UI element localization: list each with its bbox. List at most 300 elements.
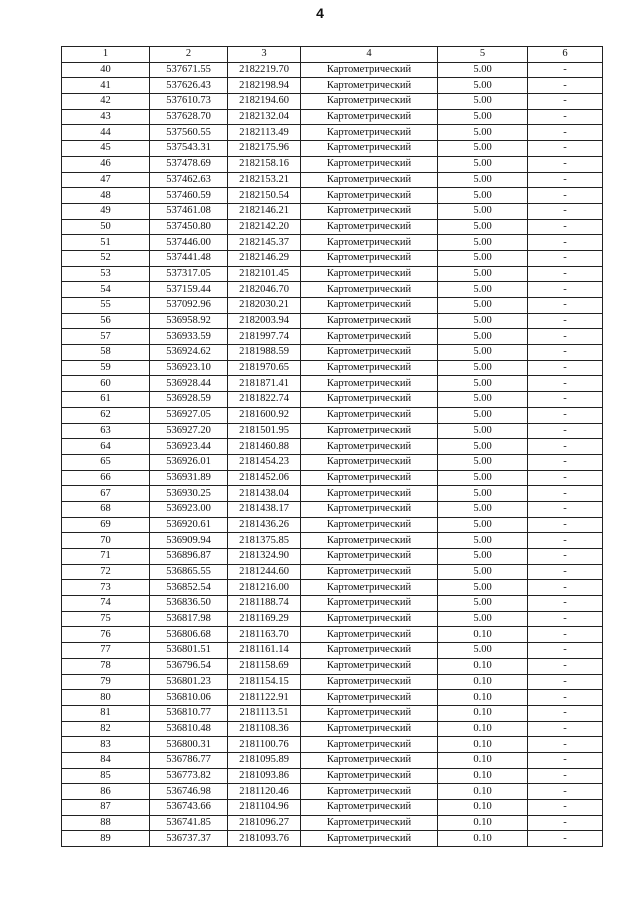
cell-x-coordinate: 536920.61 bbox=[150, 517, 228, 533]
cell-accuracy: 5.00 bbox=[438, 501, 528, 517]
cell-x-coordinate: 537460.59 bbox=[150, 188, 228, 204]
cell-accuracy: 0.10 bbox=[438, 768, 528, 784]
table-row bbox=[62, 533, 603, 549]
cell-accuracy: 5.00 bbox=[438, 596, 528, 612]
cell-note: - bbox=[528, 627, 603, 643]
cell-y-coordinate: 2182146.21 bbox=[228, 203, 301, 219]
cell-y-coordinate: 2182219.70 bbox=[228, 62, 301, 78]
cell-point-number: 51 bbox=[62, 235, 150, 251]
table-row bbox=[62, 800, 603, 816]
cell-y-coordinate: 2182046.70 bbox=[228, 282, 301, 298]
cell-x-coordinate: 537462.63 bbox=[150, 172, 228, 188]
table-row bbox=[62, 486, 603, 502]
cell-point-number: 55 bbox=[62, 298, 150, 314]
cell-method: Картометрический bbox=[301, 768, 438, 784]
cell-method: Картометрический bbox=[301, 423, 438, 439]
cell-accuracy: 0.10 bbox=[438, 784, 528, 800]
cell-point-number: 58 bbox=[62, 345, 150, 361]
cell-accuracy: 5.00 bbox=[438, 360, 528, 376]
cell-y-coordinate: 2181438.17 bbox=[228, 501, 301, 517]
cell-y-coordinate: 2181163.70 bbox=[228, 627, 301, 643]
cell-y-coordinate: 2181188.74 bbox=[228, 596, 301, 612]
cell-method: Картометрический bbox=[301, 643, 438, 659]
cell-accuracy: 5.00 bbox=[438, 203, 528, 219]
cell-x-coordinate: 536810.48 bbox=[150, 721, 228, 737]
cell-method: Картометрический bbox=[301, 596, 438, 612]
cell-method: Картометрический bbox=[301, 517, 438, 533]
table-row bbox=[62, 658, 603, 674]
cell-method: Картометрический bbox=[301, 109, 438, 125]
cell-point-number: 89 bbox=[62, 831, 150, 847]
table-row bbox=[62, 611, 603, 627]
cell-accuracy: 5.00 bbox=[438, 423, 528, 439]
cell-x-coordinate: 536801.23 bbox=[150, 674, 228, 690]
cell-x-coordinate: 536817.98 bbox=[150, 611, 228, 627]
table-row bbox=[62, 250, 603, 266]
cell-x-coordinate: 537626.43 bbox=[150, 78, 228, 94]
cell-method: Картометрический bbox=[301, 156, 438, 172]
cell-accuracy: 5.00 bbox=[438, 94, 528, 110]
cell-point-number: 79 bbox=[62, 674, 150, 690]
table-row bbox=[62, 549, 603, 565]
cell-x-coordinate: 536810.06 bbox=[150, 690, 228, 706]
cell-point-number: 61 bbox=[62, 392, 150, 408]
cell-x-coordinate: 536958.92 bbox=[150, 313, 228, 329]
cell-point-number: 47 bbox=[62, 172, 150, 188]
cell-note: - bbox=[528, 674, 603, 690]
cell-method: Картометрический bbox=[301, 141, 438, 157]
cell-point-number: 41 bbox=[62, 78, 150, 94]
cell-point-number: 88 bbox=[62, 815, 150, 831]
cell-y-coordinate: 2181095.89 bbox=[228, 752, 301, 768]
cell-point-number: 52 bbox=[62, 250, 150, 266]
cell-point-number: 59 bbox=[62, 360, 150, 376]
cell-method: Картометрический bbox=[301, 78, 438, 94]
cell-x-coordinate: 537628.70 bbox=[150, 109, 228, 125]
table-body bbox=[62, 62, 603, 846]
cell-note: - bbox=[528, 815, 603, 831]
cell-y-coordinate: 2182194.60 bbox=[228, 94, 301, 110]
cell-x-coordinate: 536796.54 bbox=[150, 658, 228, 674]
cell-point-number: 75 bbox=[62, 611, 150, 627]
cell-accuracy: 5.00 bbox=[438, 250, 528, 266]
cell-accuracy: 5.00 bbox=[438, 376, 528, 392]
cell-accuracy: 5.00 bbox=[438, 564, 528, 580]
cell-method: Картометрический bbox=[301, 203, 438, 219]
cell-method: Картометрический bbox=[301, 690, 438, 706]
cell-y-coordinate: 2181100.76 bbox=[228, 737, 301, 753]
cell-note: - bbox=[528, 611, 603, 627]
cell-x-coordinate: 536924.62 bbox=[150, 345, 228, 361]
cell-accuracy: 5.00 bbox=[438, 125, 528, 141]
cell-accuracy: 5.00 bbox=[438, 392, 528, 408]
cell-point-number: 74 bbox=[62, 596, 150, 612]
cell-x-coordinate: 537478.69 bbox=[150, 156, 228, 172]
cell-y-coordinate: 2181169.29 bbox=[228, 611, 301, 627]
cell-accuracy: 5.00 bbox=[438, 454, 528, 470]
cell-accuracy: 5.00 bbox=[438, 439, 528, 455]
cell-method: Картометрический bbox=[301, 298, 438, 314]
cell-note: - bbox=[528, 172, 603, 188]
cell-note: - bbox=[528, 752, 603, 768]
cell-point-number: 87 bbox=[62, 800, 150, 816]
cell-x-coordinate: 537450.80 bbox=[150, 219, 228, 235]
cell-x-coordinate: 536896.87 bbox=[150, 549, 228, 565]
cell-accuracy: 5.00 bbox=[438, 533, 528, 549]
cell-x-coordinate: 536865.55 bbox=[150, 564, 228, 580]
cell-y-coordinate: 2181452.06 bbox=[228, 470, 301, 486]
cell-y-coordinate: 2181216.00 bbox=[228, 580, 301, 596]
cell-note: - bbox=[528, 78, 603, 94]
cell-point-number: 73 bbox=[62, 580, 150, 596]
cell-point-number: 53 bbox=[62, 266, 150, 282]
cell-x-coordinate: 536933.59 bbox=[150, 329, 228, 345]
cell-accuracy: 0.10 bbox=[438, 752, 528, 768]
cell-x-coordinate: 537446.00 bbox=[150, 235, 228, 251]
cell-point-number: 40 bbox=[62, 62, 150, 78]
cell-x-coordinate: 536930.25 bbox=[150, 486, 228, 502]
cell-method: Картометрический bbox=[301, 454, 438, 470]
cell-point-number: 86 bbox=[62, 784, 150, 800]
cell-y-coordinate: 2181871.41 bbox=[228, 376, 301, 392]
cell-point-number: 50 bbox=[62, 219, 150, 235]
cell-y-coordinate: 2181375.85 bbox=[228, 533, 301, 549]
cell-note: - bbox=[528, 501, 603, 517]
cell-accuracy: 5.00 bbox=[438, 219, 528, 235]
table-row bbox=[62, 737, 603, 753]
cell-y-coordinate: 2181324.90 bbox=[228, 549, 301, 565]
cell-accuracy: 5.00 bbox=[438, 188, 528, 204]
table-row bbox=[62, 219, 603, 235]
cell-y-coordinate: 2181161.14 bbox=[228, 643, 301, 659]
cell-point-number: 48 bbox=[62, 188, 150, 204]
table-row bbox=[62, 125, 603, 141]
cell-x-coordinate: 536923.44 bbox=[150, 439, 228, 455]
cell-accuracy: 5.00 bbox=[438, 78, 528, 94]
cell-point-number: 66 bbox=[62, 470, 150, 486]
cell-method: Картометрический bbox=[301, 62, 438, 78]
cell-method: Картометрический bbox=[301, 360, 438, 376]
table-row bbox=[62, 784, 603, 800]
cell-method: Картометрический bbox=[301, 674, 438, 690]
cell-x-coordinate: 536928.44 bbox=[150, 376, 228, 392]
cell-x-coordinate: 537441.48 bbox=[150, 250, 228, 266]
table-row bbox=[62, 705, 603, 721]
table-row bbox=[62, 580, 603, 596]
cell-x-coordinate: 536801.51 bbox=[150, 643, 228, 659]
cell-point-number: 83 bbox=[62, 737, 150, 753]
cell-point-number: 81 bbox=[62, 705, 150, 721]
cell-accuracy: 0.10 bbox=[438, 721, 528, 737]
cell-method: Картометрический bbox=[301, 831, 438, 847]
cell-x-coordinate: 536741.85 bbox=[150, 815, 228, 831]
cell-point-number: 44 bbox=[62, 125, 150, 141]
cell-note: - bbox=[528, 62, 603, 78]
cell-x-coordinate: 536923.00 bbox=[150, 501, 228, 517]
cell-point-number: 65 bbox=[62, 454, 150, 470]
cell-y-coordinate: 2181460.88 bbox=[228, 439, 301, 455]
cell-y-coordinate: 2182198.94 bbox=[228, 78, 301, 94]
cell-note: - bbox=[528, 658, 603, 674]
cell-x-coordinate: 536928.59 bbox=[150, 392, 228, 408]
table-row bbox=[62, 156, 603, 172]
cell-x-coordinate: 536852.54 bbox=[150, 580, 228, 596]
cell-point-number: 80 bbox=[62, 690, 150, 706]
table-header-row bbox=[62, 47, 603, 63]
table-row bbox=[62, 188, 603, 204]
cell-accuracy: 5.00 bbox=[438, 643, 528, 659]
cell-accuracy: 5.00 bbox=[438, 407, 528, 423]
cell-y-coordinate: 2182132.04 bbox=[228, 109, 301, 125]
cell-method: Картометрический bbox=[301, 549, 438, 565]
cell-note: - bbox=[528, 439, 603, 455]
table-row bbox=[62, 282, 603, 298]
cell-note: - bbox=[528, 517, 603, 533]
cell-x-coordinate: 536773.82 bbox=[150, 768, 228, 784]
cell-y-coordinate: 2181600.92 bbox=[228, 407, 301, 423]
cell-x-coordinate: 536926.01 bbox=[150, 454, 228, 470]
cell-method: Картометрический bbox=[301, 392, 438, 408]
cell-note: - bbox=[528, 470, 603, 486]
table-row bbox=[62, 62, 603, 78]
cell-note: - bbox=[528, 549, 603, 565]
cell-note: - bbox=[528, 596, 603, 612]
table-row bbox=[62, 752, 603, 768]
cell-method: Картометрический bbox=[301, 376, 438, 392]
cell-accuracy: 5.00 bbox=[438, 486, 528, 502]
table-row bbox=[62, 360, 603, 376]
cell-point-number: 70 bbox=[62, 533, 150, 549]
cell-accuracy: 0.10 bbox=[438, 737, 528, 753]
table-row bbox=[62, 517, 603, 533]
cell-x-coordinate: 536806.68 bbox=[150, 627, 228, 643]
cell-x-coordinate: 536800.31 bbox=[150, 737, 228, 753]
cell-note: - bbox=[528, 141, 603, 157]
cell-point-number: 68 bbox=[62, 501, 150, 517]
table-row bbox=[62, 298, 603, 314]
cell-y-coordinate: 2181104.96 bbox=[228, 800, 301, 816]
table-row bbox=[62, 627, 603, 643]
cell-x-coordinate: 536931.89 bbox=[150, 470, 228, 486]
table-row bbox=[62, 392, 603, 408]
cell-x-coordinate: 537671.55 bbox=[150, 62, 228, 78]
table-row bbox=[62, 454, 603, 470]
cell-accuracy: 0.10 bbox=[438, 674, 528, 690]
cell-point-number: 85 bbox=[62, 768, 150, 784]
cell-method: Картометрический bbox=[301, 721, 438, 737]
cell-point-number: 64 bbox=[62, 439, 150, 455]
table-row bbox=[62, 235, 603, 251]
cell-accuracy: 0.10 bbox=[438, 658, 528, 674]
cell-method: Картометрический bbox=[301, 580, 438, 596]
cell-accuracy: 5.00 bbox=[438, 345, 528, 361]
cell-x-coordinate: 536927.05 bbox=[150, 407, 228, 423]
cell-point-number: 57 bbox=[62, 329, 150, 345]
cell-y-coordinate: 2182113.49 bbox=[228, 125, 301, 141]
cell-point-number: 78 bbox=[62, 658, 150, 674]
table-row bbox=[62, 643, 603, 659]
cell-note: - bbox=[528, 784, 603, 800]
cell-accuracy: 5.00 bbox=[438, 517, 528, 533]
cell-method: Картометрический bbox=[301, 501, 438, 517]
cell-note: - bbox=[528, 768, 603, 784]
cell-accuracy: 5.00 bbox=[438, 329, 528, 345]
cell-accuracy: 5.00 bbox=[438, 156, 528, 172]
cell-point-number: 63 bbox=[62, 423, 150, 439]
table-row bbox=[62, 313, 603, 329]
cell-point-number: 42 bbox=[62, 94, 150, 110]
cell-point-number: 49 bbox=[62, 203, 150, 219]
table-row bbox=[62, 596, 603, 612]
table-row bbox=[62, 501, 603, 517]
cell-x-coordinate: 537560.55 bbox=[150, 125, 228, 141]
cell-y-coordinate: 2181113.51 bbox=[228, 705, 301, 721]
cell-y-coordinate: 2181122.91 bbox=[228, 690, 301, 706]
cell-y-coordinate: 2182145.37 bbox=[228, 235, 301, 251]
cell-method: Картометрический bbox=[301, 564, 438, 580]
cell-note: - bbox=[528, 486, 603, 502]
cell-y-coordinate: 2182003.94 bbox=[228, 313, 301, 329]
cell-accuracy: 5.00 bbox=[438, 266, 528, 282]
cell-y-coordinate: 2181120.46 bbox=[228, 784, 301, 800]
cell-note: - bbox=[528, 643, 603, 659]
cell-note: - bbox=[528, 800, 603, 816]
cell-method: Картометрический bbox=[301, 486, 438, 502]
cell-y-coordinate: 2182175.96 bbox=[228, 141, 301, 157]
cell-method: Картометрический bbox=[301, 439, 438, 455]
table-row bbox=[62, 815, 603, 831]
cell-y-coordinate: 2181501.95 bbox=[228, 423, 301, 439]
column-header-5: 5 bbox=[438, 47, 528, 63]
cell-point-number: 60 bbox=[62, 376, 150, 392]
cell-method: Картометрический bbox=[301, 313, 438, 329]
cell-point-number: 69 bbox=[62, 517, 150, 533]
table-row bbox=[62, 94, 603, 110]
cell-point-number: 43 bbox=[62, 109, 150, 125]
cell-y-coordinate: 2182153.21 bbox=[228, 172, 301, 188]
cell-method: Картометрический bbox=[301, 235, 438, 251]
cell-method: Картометрический bbox=[301, 250, 438, 266]
cell-accuracy: 5.00 bbox=[438, 235, 528, 251]
cell-note: - bbox=[528, 392, 603, 408]
cell-note: - bbox=[528, 94, 603, 110]
cell-accuracy: 5.00 bbox=[438, 298, 528, 314]
cell-accuracy: 5.00 bbox=[438, 313, 528, 329]
cell-note: - bbox=[528, 360, 603, 376]
cell-accuracy: 0.10 bbox=[438, 705, 528, 721]
cell-y-coordinate: 2181108.36 bbox=[228, 721, 301, 737]
table-row bbox=[62, 407, 603, 423]
cell-note: - bbox=[528, 690, 603, 706]
cell-y-coordinate: 2181096.27 bbox=[228, 815, 301, 831]
cell-y-coordinate: 2181093.76 bbox=[228, 831, 301, 847]
table-row bbox=[62, 721, 603, 737]
cell-method: Картометрический bbox=[301, 533, 438, 549]
cell-note: - bbox=[528, 329, 603, 345]
cell-accuracy: 0.10 bbox=[438, 815, 528, 831]
cell-point-number: 71 bbox=[62, 549, 150, 565]
cell-method: Картометрический bbox=[301, 800, 438, 816]
cell-x-coordinate: 537092.96 bbox=[150, 298, 228, 314]
cell-point-number: 77 bbox=[62, 643, 150, 659]
cell-method: Картометрический bbox=[301, 329, 438, 345]
column-header-1: 1 bbox=[62, 47, 150, 63]
cell-y-coordinate: 2181093.86 bbox=[228, 768, 301, 784]
cell-y-coordinate: 2181970.65 bbox=[228, 360, 301, 376]
coordinates-table bbox=[61, 46, 603, 847]
table-row bbox=[62, 768, 603, 784]
cell-method: Картометрический bbox=[301, 611, 438, 627]
cell-accuracy: 5.00 bbox=[438, 62, 528, 78]
cell-x-coordinate: 537461.08 bbox=[150, 203, 228, 219]
cell-x-coordinate: 536737.37 bbox=[150, 831, 228, 847]
cell-accuracy: 5.00 bbox=[438, 172, 528, 188]
cell-point-number: 46 bbox=[62, 156, 150, 172]
cell-method: Картометрический bbox=[301, 282, 438, 298]
cell-point-number: 54 bbox=[62, 282, 150, 298]
cell-y-coordinate: 2181988.59 bbox=[228, 345, 301, 361]
table-row bbox=[62, 329, 603, 345]
cell-accuracy: 5.00 bbox=[438, 282, 528, 298]
cell-point-number: 62 bbox=[62, 407, 150, 423]
cell-note: - bbox=[528, 282, 603, 298]
cell-x-coordinate: 536927.20 bbox=[150, 423, 228, 439]
cell-y-coordinate: 2181244.60 bbox=[228, 564, 301, 580]
cell-point-number: 56 bbox=[62, 313, 150, 329]
cell-x-coordinate: 536909.94 bbox=[150, 533, 228, 549]
cell-y-coordinate: 2182101.45 bbox=[228, 266, 301, 282]
cell-accuracy: 5.00 bbox=[438, 611, 528, 627]
cell-note: - bbox=[528, 313, 603, 329]
cell-method: Картометрический bbox=[301, 737, 438, 753]
table-row bbox=[62, 376, 603, 392]
cell-method: Картометрический bbox=[301, 266, 438, 282]
cell-accuracy: 5.00 bbox=[438, 580, 528, 596]
cell-note: - bbox=[528, 156, 603, 172]
cell-accuracy: 0.10 bbox=[438, 800, 528, 816]
cell-note: - bbox=[528, 533, 603, 549]
table-row bbox=[62, 266, 603, 282]
cell-note: - bbox=[528, 705, 603, 721]
table-row bbox=[62, 831, 603, 847]
cell-y-coordinate: 2182150.54 bbox=[228, 188, 301, 204]
cell-accuracy: 0.10 bbox=[438, 690, 528, 706]
cell-note: - bbox=[528, 250, 603, 266]
cell-note: - bbox=[528, 219, 603, 235]
cell-accuracy: 0.10 bbox=[438, 627, 528, 643]
cell-x-coordinate: 537159.44 bbox=[150, 282, 228, 298]
cell-point-number: 67 bbox=[62, 486, 150, 502]
cell-accuracy: 5.00 bbox=[438, 109, 528, 125]
cell-note: - bbox=[528, 564, 603, 580]
cell-note: - bbox=[528, 266, 603, 282]
cell-x-coordinate: 536746.98 bbox=[150, 784, 228, 800]
cell-accuracy: 5.00 bbox=[438, 549, 528, 565]
cell-method: Картометрический bbox=[301, 658, 438, 674]
table-row bbox=[62, 674, 603, 690]
cell-note: - bbox=[528, 376, 603, 392]
cell-method: Картометрический bbox=[301, 219, 438, 235]
cell-y-coordinate: 2182146.29 bbox=[228, 250, 301, 266]
cell-note: - bbox=[528, 454, 603, 470]
cell-method: Картометрический bbox=[301, 815, 438, 831]
cell-y-coordinate: 2181436.26 bbox=[228, 517, 301, 533]
cell-note: - bbox=[528, 109, 603, 125]
cell-y-coordinate: 2181158.69 bbox=[228, 658, 301, 674]
cell-y-coordinate: 2182142.20 bbox=[228, 219, 301, 235]
cell-y-coordinate: 2182158.16 bbox=[228, 156, 301, 172]
table-row bbox=[62, 439, 603, 455]
